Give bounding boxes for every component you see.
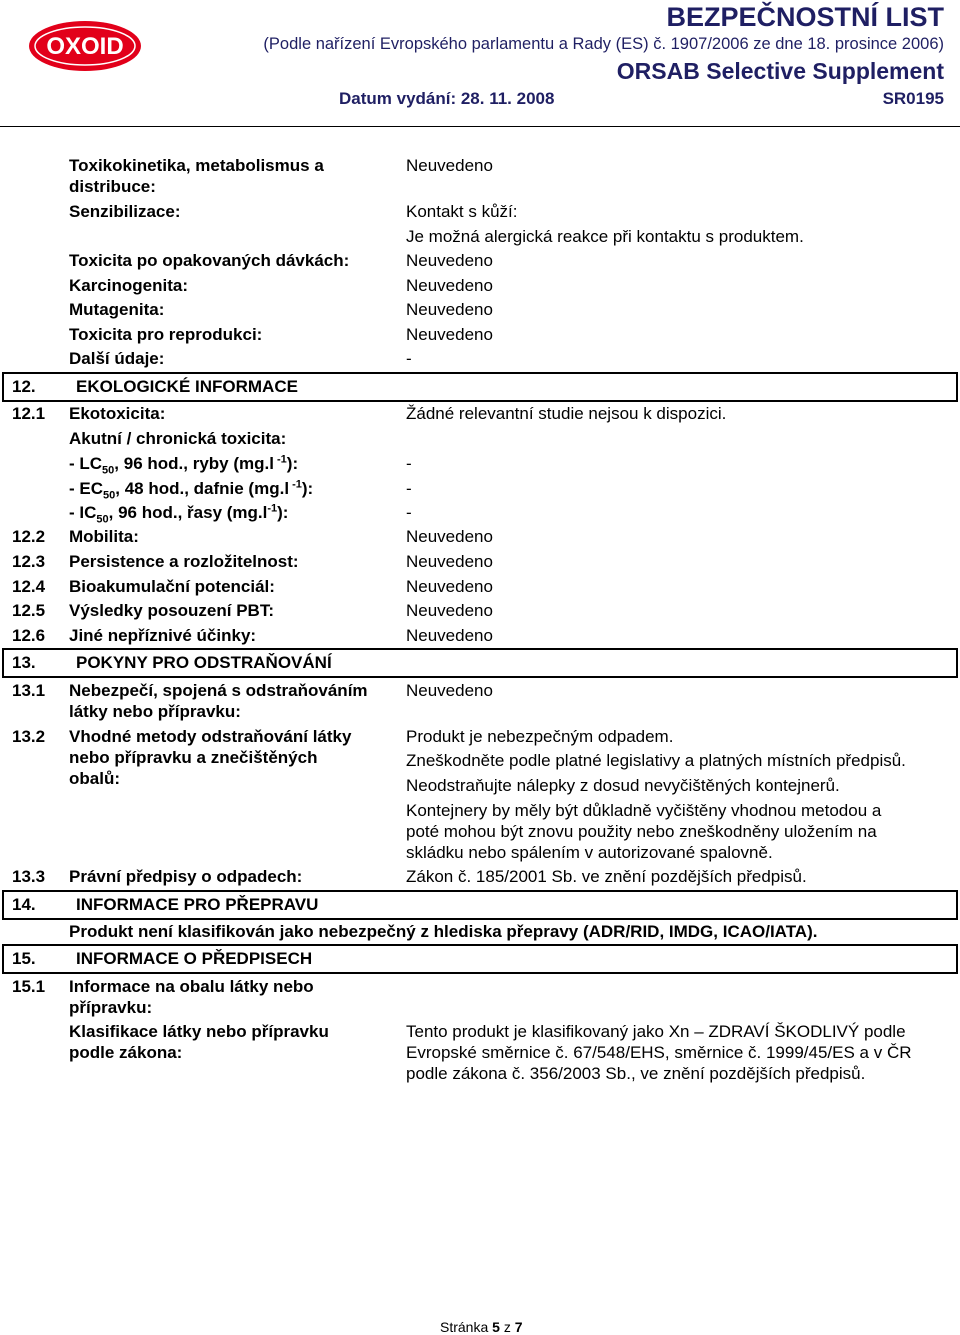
sensitization-label: Senzibilizace: (69, 202, 181, 221)
mutagenicity-value: Neuvedeno (406, 300, 493, 319)
other-effects-label: Jiné nepříznivé účinky: (69, 626, 257, 645)
issue-date: Datum vydání: 28. 11. 2008 (339, 89, 555, 108)
classification-label-cont: podle zákona: (69, 1043, 183, 1062)
disposal-hazards-label-cont: látky nebo přípravku: (69, 702, 241, 721)
pbt-label: Výsledky posouzení PBT: (69, 601, 274, 620)
row-number: 13.3 (12, 867, 46, 886)
waste-regulations-value: Zákon č. 185/2001 Sb. ve znění pozdějších předpisů. (406, 867, 807, 886)
disposal-methods-label-cont: nebo přípravku a znečištěných (69, 748, 318, 767)
page-indicator: Stránka 5 z 7 (440, 1319, 523, 1335)
lc50-label: - $LC_{50}$, 96 hod., ryby (mg.l $^{-1}$): (69, 453, 299, 477)
ic50-value: - (406, 503, 412, 522)
waste-regulations-label: Právní předpisy o odpadech: (69, 867, 303, 886)
section-number: 14. (12, 895, 36, 914)
label-info-label-cont: přípravku: (69, 998, 153, 1017)
lc50-value: - (406, 454, 412, 473)
classification-value: podle zákona č. 356/2003 Sb., ve znění pozdějších předpisů. (406, 1064, 866, 1083)
mobility-label: Mobilita: (69, 527, 139, 546)
reproductive-toxicity-value: Neuvedeno (406, 325, 493, 344)
classification-value: Evropské směrnice č. 67/548/EHS, směrnice č. 1999/45/ES a v ČR (406, 1043, 912, 1062)
toxicokinetics-value: Neuvedeno (406, 156, 493, 175)
ec50-value: - (406, 479, 412, 498)
ic50-label: - $IC_{50}$, 96 hod., řasy $(mg.l^{-1})$: (69, 502, 289, 526)
disposal-methods-value: Kontejnery by měly být důkladně vyčištěny vhodnou metodou a (406, 801, 882, 820)
other-data-label: Další údaje: (69, 349, 165, 368)
disposal-methods-label: Vhodné metody odstraňování látky (69, 727, 352, 746)
section-number: 12. (12, 377, 36, 396)
section-12-header (2, 372, 958, 402)
section-title: EKOLOGICKÉ INFORMACE (76, 377, 298, 396)
acute-toxicity-label: Akutní / chronická toxicita: (69, 429, 287, 448)
ecotoxicity-label: Ekotoxicita: (69, 404, 166, 423)
section-title: INFORMACE O PŘEDPISECH (76, 949, 313, 968)
persistence-label: Persistence a rozložitelnost: (69, 552, 299, 571)
row-number: 12.5 (12, 601, 46, 620)
row-number: 15.1 (12, 977, 46, 996)
section-title: INFORMACE PRO PŘEPRAVU (76, 895, 319, 914)
carcinogenicity-label: Karcinogenita: (69, 276, 189, 295)
classification-value: Tento produkt je klasifikovaný jako Xn – ZDRAVÍ ŠKODLIVÝ podle (406, 1022, 906, 1041)
pbt-value: Neuvedeno (406, 601, 493, 620)
disposal-methods-value: poté mohou být znovu použity nebo zneškodněny uložením na (406, 822, 877, 841)
row-number: 12.3 (12, 552, 46, 571)
reproductive-toxicity-label: Toxicita pro reprodukci: (69, 325, 263, 344)
product-code: SR0195 (882, 89, 944, 108)
document-title: BEZPEČNOSTNÍ LIST (666, 2, 944, 32)
persistence-value: Neuvedeno (406, 552, 493, 571)
sensitization-value: Kontakt s kůží: (406, 202, 518, 221)
regulation-reference: (Podle nařízení Evropského parlamentu a Rady (ES) č. 1907/2006 ze dne 18. prosince 2006) (263, 35, 944, 53)
disposal-methods-value: Produkt je nebezpečným odpadem. (406, 727, 674, 746)
section-14-header (2, 890, 958, 920)
classification-label: Klasifikace látky nebo přípravku (69, 1022, 329, 1041)
transport-statement: Produkt není klasifikován jako nebezpečný z hlediska přepravy (ADR/RID, IMDG, ICAO/IATA). (69, 922, 818, 941)
other-effects-value: Neuvedeno (406, 626, 493, 645)
header-divider (0, 126, 960, 127)
repeated-dose-value: Neuvedeno (406, 251, 493, 270)
section-number: 13. (12, 653, 36, 672)
row-number: 13.2 (12, 727, 46, 746)
ecotoxicity-number: 12.1 (12, 404, 46, 423)
carcinogenicity-value: Neuvedeno (406, 276, 493, 295)
oxoid-logo (28, 20, 142, 72)
bioaccumulation-label: Bioakumulační potenciál: (69, 577, 275, 596)
bioaccumulation-value: Neuvedeno (406, 577, 493, 596)
section-title: POKYNY PRO ODSTRAŇOVÁNÍ (76, 653, 332, 672)
disposal-methods-value: Neodstraňujte nálepky z dosud nevyčištěných kontejnerů. (406, 776, 840, 795)
label-info-label: Informace na obalu látky nebo (69, 977, 314, 996)
row-number: 12.2 (12, 527, 46, 546)
disposal-methods-value: Zneškodněte podle platné legislativy a platných místních předpisů. (406, 751, 906, 770)
other-data-value: - (406, 349, 412, 368)
row-number: 13.1 (12, 681, 46, 700)
product-name: ORSAB Selective Supplement (616, 58, 944, 84)
mobility-value: Neuvedeno (406, 527, 493, 546)
row-number: 12.4 (12, 577, 46, 596)
ec50-label: - $EC_{50}$, 48 hod., dafnie (mg.l $^{-1}$): (69, 478, 314, 502)
sensitization-value-cont: Je možná alergická reakce při kontaktu s produktem. (406, 227, 804, 246)
section-13-header (2, 648, 958, 678)
toxicokinetics-label-cont: distribuce: (69, 177, 156, 196)
disposal-methods-label-cont: obalů: (69, 769, 120, 788)
section-number: 15. (12, 949, 36, 968)
toxicokinetics-label: Toxikokinetika, metabolismus a (69, 156, 324, 175)
logo-text: OXOID (46, 33, 124, 60)
repeated-dose-label: Toxicita po opakovaných dávkách: (69, 251, 350, 270)
ecotoxicity-value: Žádné relevantní studie nejsou k dispozici. (406, 404, 727, 423)
disposal-hazards-value: Neuvedeno (406, 681, 493, 700)
mutagenicity-label: Mutagenita: (69, 300, 165, 319)
section-15-header (2, 944, 958, 974)
row-number: 12.6 (12, 626, 46, 645)
disposal-methods-value: skládku nebo spálením v autorizované spalovně. (406, 843, 773, 862)
disposal-hazards-label: Nebezpečí, spojená s odstraňováním (69, 681, 368, 700)
